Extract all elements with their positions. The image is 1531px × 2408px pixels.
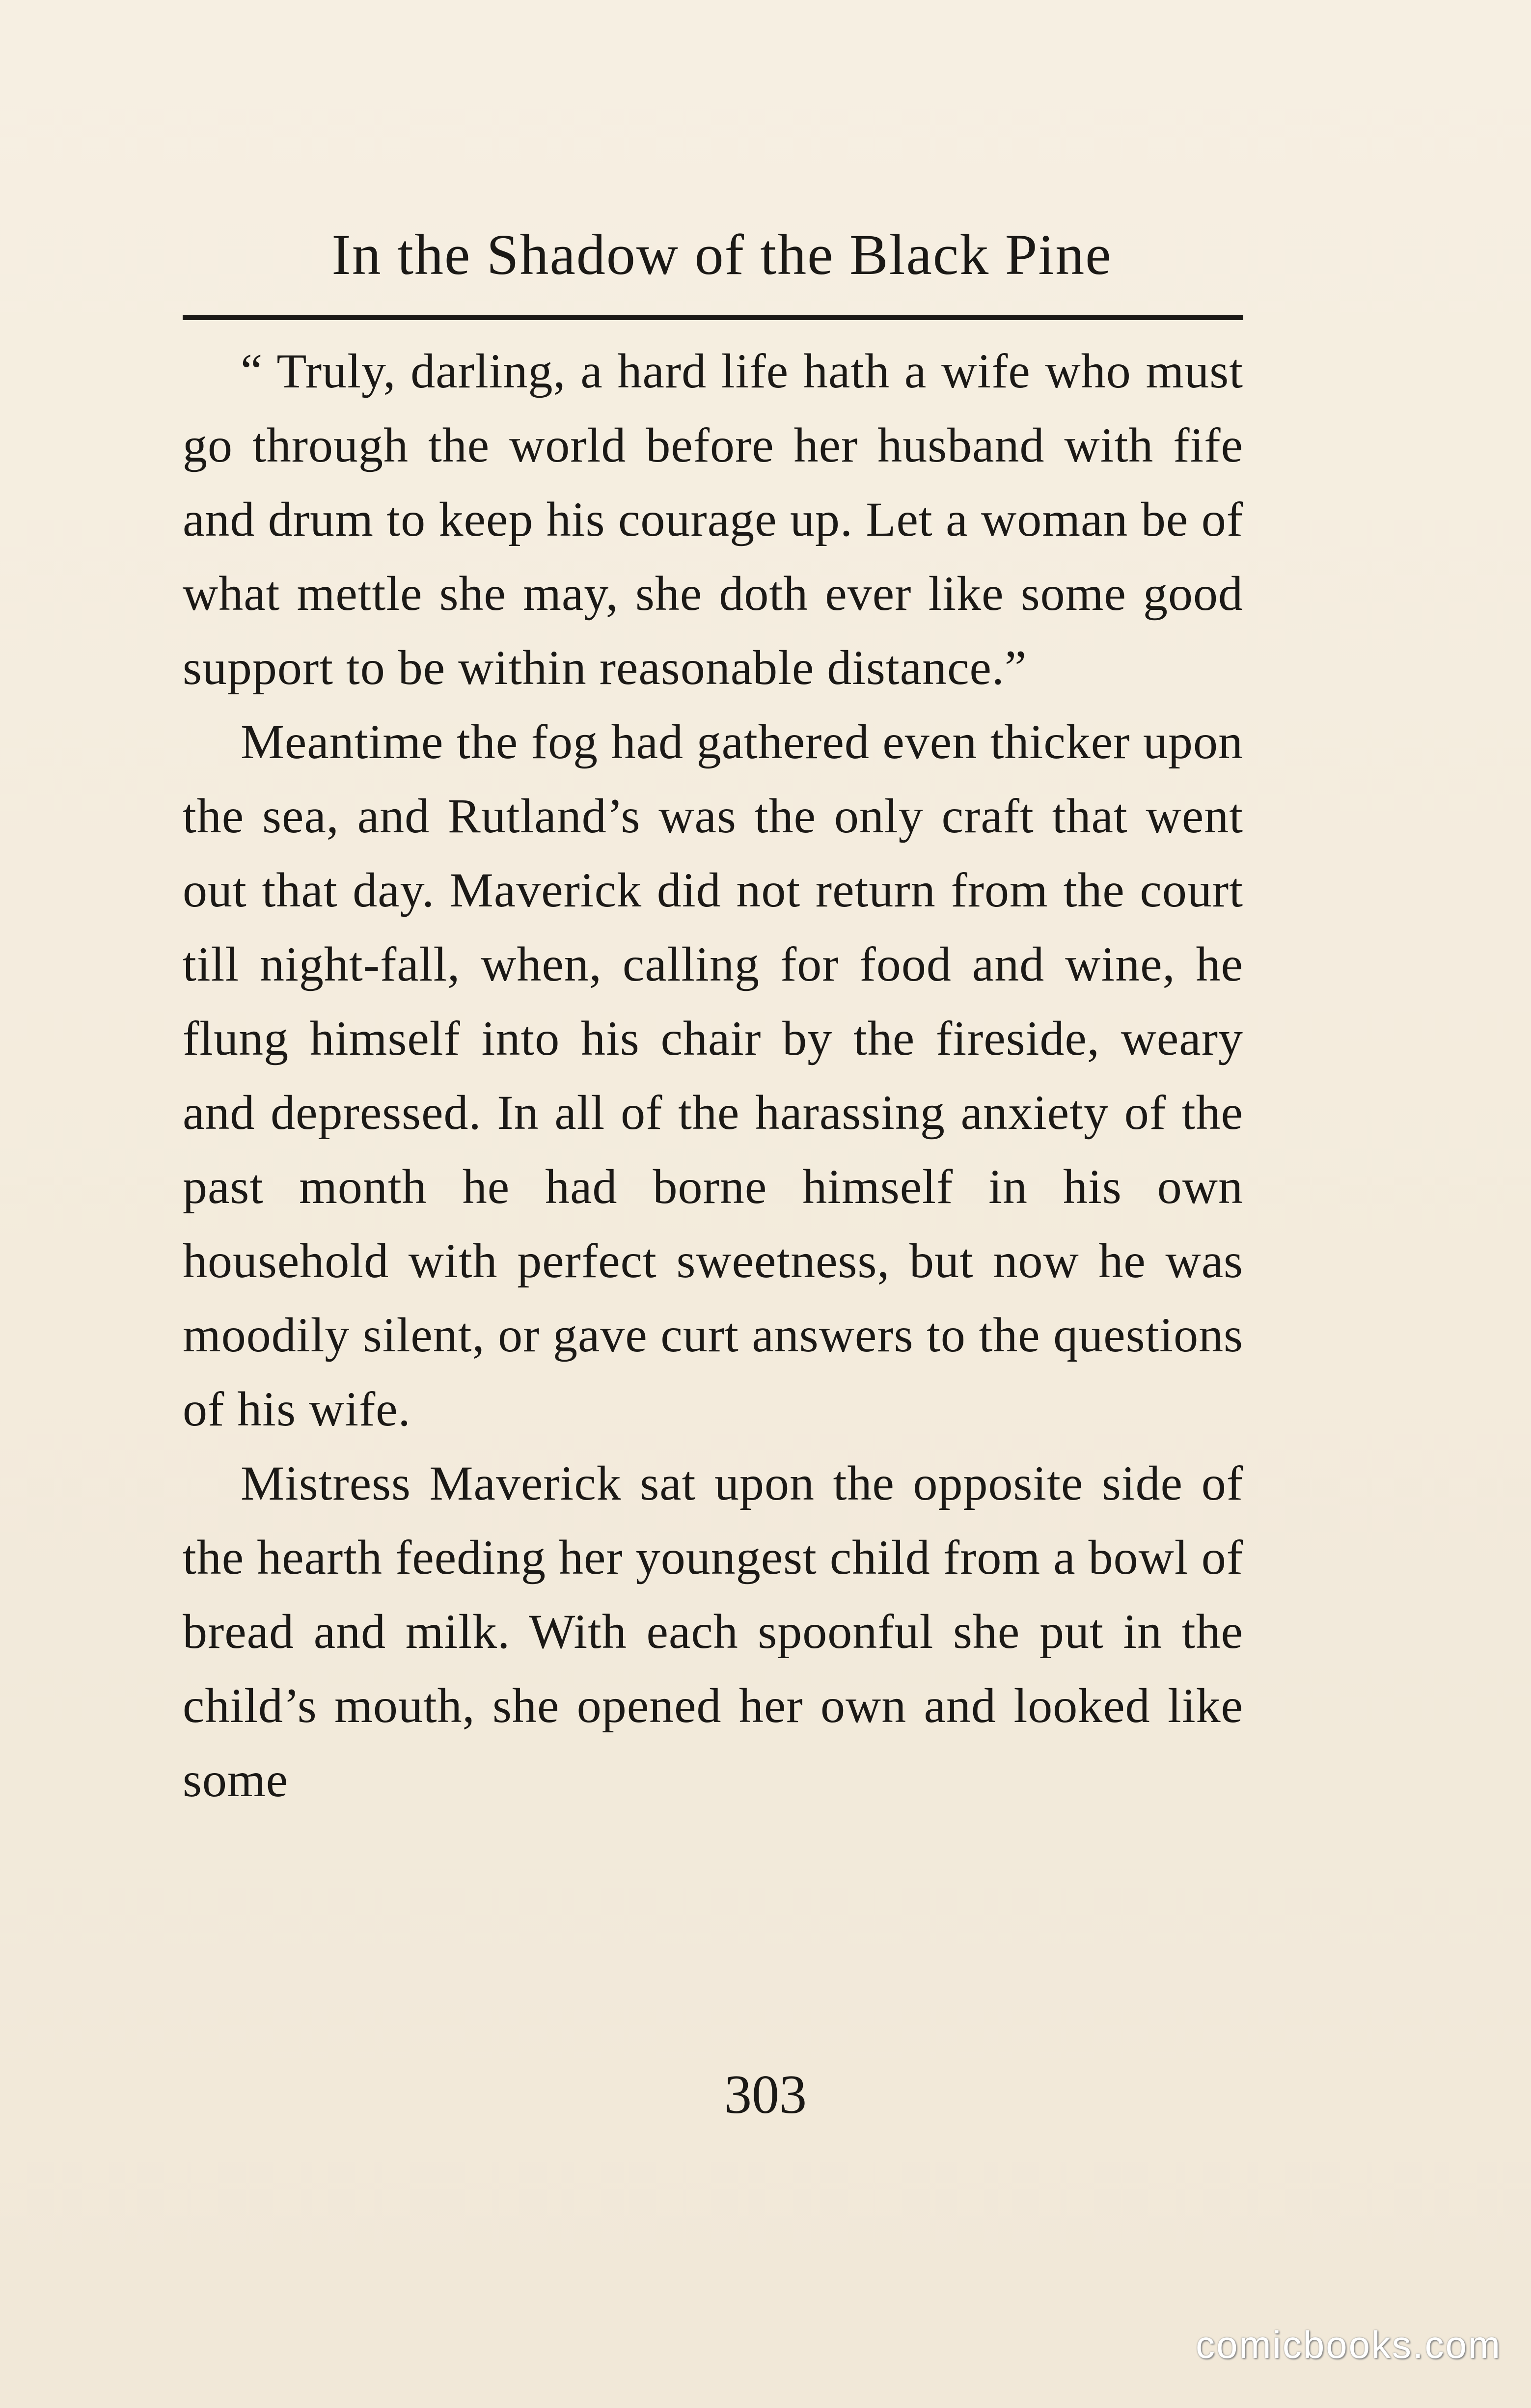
paragraph-3: Mistress Maverick sat upon the opposite side of the hearth feeding her youngest child from a bowl of bread and milk. With each spoonful she put in the child’s mouth, she opened her own and looked like some [183, 1456, 1243, 1807]
body-text [183, 334, 1243, 1817]
paragraph-2: Meantime the fog had gathered even thicker upon the sea, and Rutland’s was the only craft that went out that day. Maverick did not return from the court till night-fall, when, calling for food and wine, he flung himself into his chair by the fireside, weary and depressed. In all of the harassing anxiety of the past month he had borne himself in his own household with perfect sweetness, but now he was moodily silent, or gave curt answers to the questions of his wife. [183, 714, 1243, 1436]
page-number: 303 [724, 2064, 807, 2125]
running-head: In the Shadow of the Black Pine [331, 222, 1112, 287]
paragraph-1: “ Truly, darling, a hard life hath a wife who must go through the world before her husband with fife and drum to keep his courage up. Let a woman be of what mettle she may, she doth ever like some good support to be within reasonable distance.” [183, 344, 1243, 695]
watermark: comicbooks.com [1196, 2323, 1502, 2366]
header-rule [183, 315, 1243, 320]
